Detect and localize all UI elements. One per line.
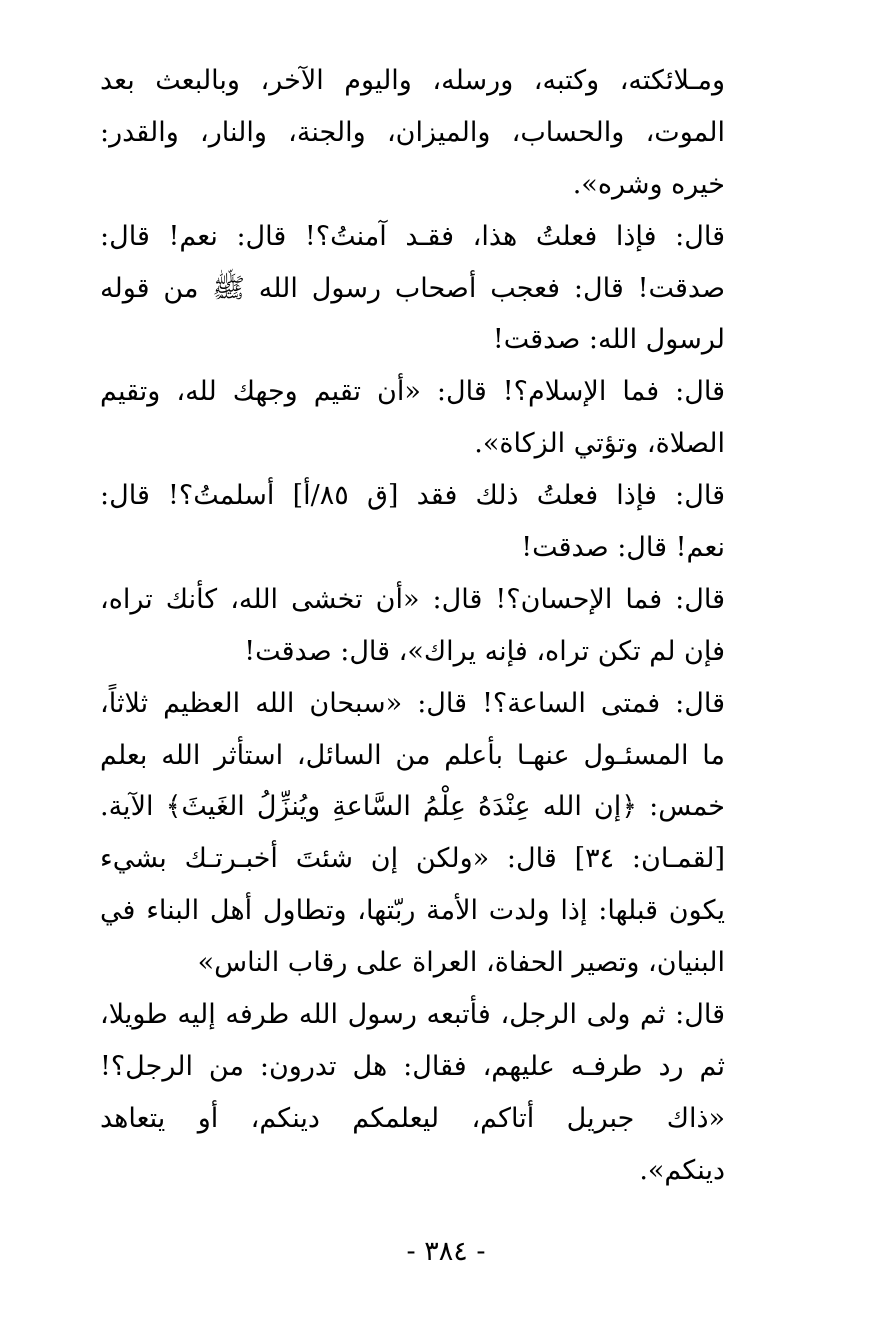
text-line-3: خيره وشره».: [572, 168, 725, 200]
body-text: [100, 55, 725, 1197]
text-line-6: لرسول الله: صدقت!: [492, 324, 725, 356]
text-line-11: قال: فما الإحسان؟! قال: «أن تخشى الله، كأنك تراه،: [100, 583, 725, 615]
text-line-2: الموت، والحساب، والميزان، والجنة، والنار، والقدر:: [100, 116, 725, 148]
text-line-4: قال: فإذا فعلتُ هذا، فقـد آمنتُ؟! قال: نعم! قال:: [100, 220, 725, 252]
text-line-18: البنيان، وتصير الحفاة، العراة على رقاب الناس»: [197, 947, 725, 979]
text-line-7: قال: فما الإسلام؟! قال: «أن تقيم وجهك لله، وتقيم: [100, 376, 725, 408]
text-line-5: صدقت! قال: فعجب أصحاب رسول الله ﷺ من قوله: [100, 272, 725, 304]
text-line-12: فإن لم تكن تراه، فإنه يراك»، قال: صدقت!: [244, 635, 725, 667]
text-line-22: دينكم».: [639, 1154, 725, 1186]
page-number: - ٣٨٤ -: [406, 1236, 486, 1267]
text-line-20: ثم رد طرفـه عليهم، فقال: هل تدرون: من الرجل؟!: [100, 1050, 725, 1082]
text-line-15: خمس: ﴿إن الله عِنْدَهُ عِلْمُ السَّاعةِ ويُنزِّلُ الغَيثَ﴾ الآية.: [100, 791, 725, 823]
text-line-13: قال: فمتى الساعة؟! قال: «سبحان الله العظيم ثلاثاً،: [100, 687, 725, 719]
text-line-8: الصلاة، وتؤتي الزكاة».: [474, 428, 725, 460]
text-line-16: [لقمـان: ٣٤] قال: «ولكن إن شئتَ أخبـرتـك بشيء: [100, 843, 725, 875]
text-line-1: ومـلائكته، وكتبه، ورسله، واليوم الآخر، وبالبعث بعد: [100, 65, 725, 96]
text-line-14: ما المسئـول عنهـا بأعلم من السائل، استأثر الله بعلم: [100, 739, 725, 771]
text-line-10: نعم! قال: صدقت!: [521, 532, 725, 564]
text-line-21: «ذاك جبريل أتاكم، ليعلمكم دينكم، أو يتعاهد: [100, 1102, 725, 1134]
text-line-9: قال: فإذا فعلتُ ذلك فقد [ق ٨٥/أ] أسلمتُ؟! قال:: [100, 480, 725, 512]
text-line-17: يكون قبلها: إذا ولدت الأمة ربّتها، وتطاول أهل البناء في: [100, 895, 725, 927]
text-line-19: قال: ثم ولى الرجل، فأتبعه رسول الله طرفه إليه طويلا،: [100, 999, 725, 1031]
